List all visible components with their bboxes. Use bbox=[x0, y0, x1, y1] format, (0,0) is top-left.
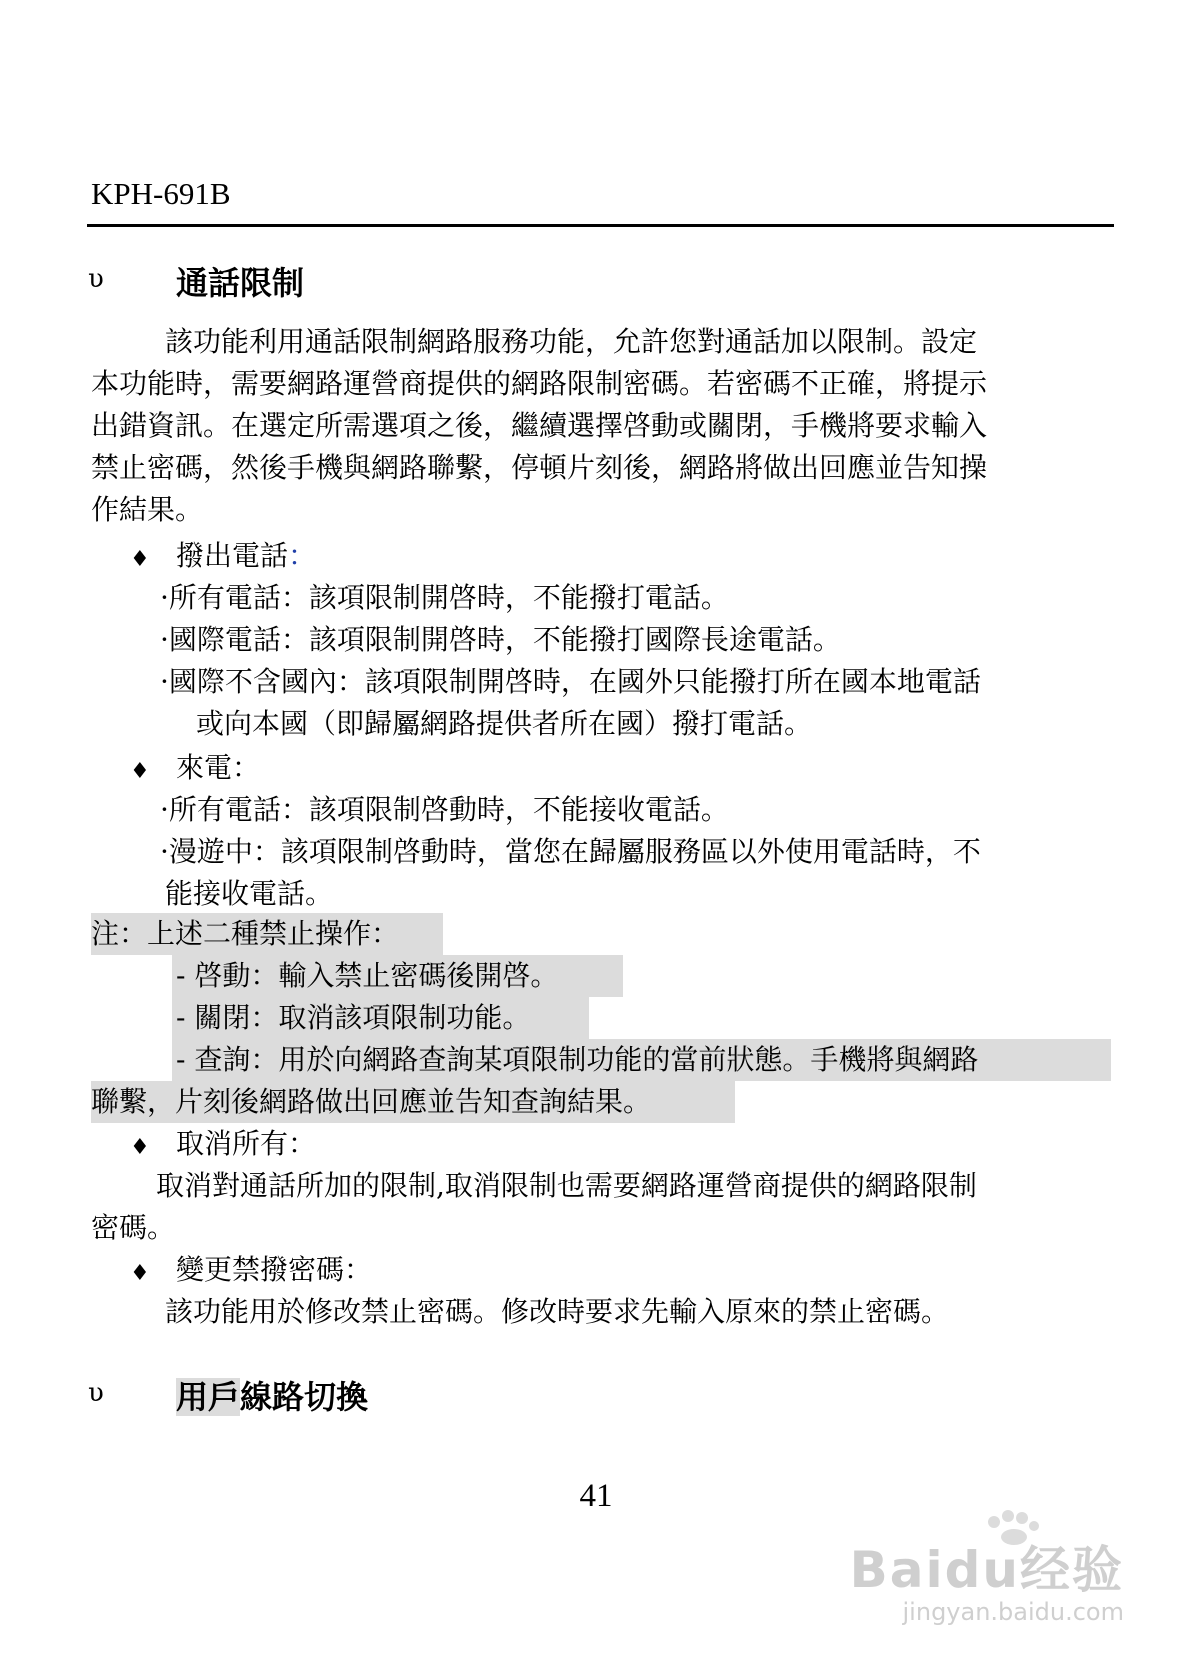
outgoing-item: ·所有電話：該項限制開啓時，不能撥打電話。 bbox=[160, 581, 729, 614]
outgoing-item: ·國際不含國內：該項限制開啓時，在國外只能撥打所在國本地電話 bbox=[160, 665, 981, 698]
cancel-all-line: 取消對通話所加的限制,取消限制也需要網路運營商提供的網路限制 bbox=[156, 1169, 977, 1202]
watermark-url: jingyan.baidu.com bbox=[902, 1598, 1124, 1626]
change-password-heading: 變更禁撥密碼： bbox=[176, 1253, 373, 1286]
section-marker: υ bbox=[88, 1378, 104, 1408]
incoming-item: ·所有電話：該項限制啓動時，不能接收電話。 bbox=[160, 793, 729, 826]
diamond-bullet-icon: ♦ bbox=[130, 759, 150, 784]
incoming-item: ·漫遊中：該項限制啓動時，當您在歸屬服務區以外使用電話時，不 bbox=[160, 835, 981, 868]
change-password-line: 該功能用於修改禁止密碼。修改時要求先輸入原來的禁止密碼。 bbox=[165, 1295, 950, 1328]
document-model-title: KPH-691B bbox=[91, 176, 231, 211]
intro-line: 本功能時，需要網路運營商提供的網路限制密碼。若密碼不正確，將提示 bbox=[91, 367, 988, 400]
outgoing-calls-heading bbox=[176, 535, 316, 577]
section-title-call-barring: 通話限制 bbox=[176, 264, 305, 302]
incoming-item-continued: 能接收電話。 bbox=[165, 877, 334, 910]
section-title-line-switch bbox=[176, 1372, 368, 1418]
note-title: 注：上述二種禁止操作： bbox=[91, 913, 443, 955]
outgoing-item: ·國際電話：該項限制開啓時，不能撥打國際長途電話。 bbox=[160, 623, 841, 656]
watermark bbox=[850, 1530, 1124, 1626]
section-marker: υ bbox=[88, 264, 104, 294]
watermark-logo: Baidu经验 bbox=[849, 1541, 1124, 1599]
page-number: 41 bbox=[579, 1478, 613, 1514]
outgoing-calls-label: 撥出電話 bbox=[176, 539, 289, 572]
header-divider bbox=[87, 224, 1114, 227]
intro-line: 作結果。 bbox=[91, 493, 204, 526]
outgoing-calls-colon: ： bbox=[288, 539, 317, 572]
diamond-bullet-icon: ♦ bbox=[130, 1135, 150, 1160]
intro-line: 出錯資訊。在選定所需選項之後，繼續選擇啓動或關閉，手機將要求輸入 bbox=[91, 409, 988, 442]
cancel-all-heading: 取消所有： bbox=[176, 1127, 317, 1160]
outgoing-item-continued: 或向本國（即歸屬網路提供者所在國）撥打電話。 bbox=[196, 707, 813, 740]
diamond-bullet-icon: ♦ bbox=[130, 1261, 150, 1286]
note-item: - 啓動：輸入禁止密碼後開啓。 bbox=[172, 955, 623, 997]
note-item-continued: 聯繫，片刻後網路做出回應並告知查詢結果。 bbox=[91, 1081, 735, 1123]
note-item: - 關閉：取消該項限制功能。 bbox=[172, 997, 589, 1039]
diamond-bullet-icon: ♦ bbox=[130, 547, 150, 572]
section-title-highlight: 用戶 bbox=[176, 1378, 241, 1416]
incoming-calls-heading: 來電： bbox=[176, 751, 261, 784]
intro-line: 禁止密碼，然後手機與網路聯繫，停頓片刻後，網路將做出回應並告知操 bbox=[91, 451, 988, 484]
section-title-rest: 線路切換 bbox=[240, 1378, 369, 1416]
note-item: - 查詢：用於向網路查詢某項限制功能的當前狀態。手機將與網路 bbox=[172, 1039, 1111, 1081]
intro-line: 該功能利用通話限制網路服務功能，允許您對通話加以限制。設定 bbox=[165, 325, 978, 358]
cancel-all-line: 密碼。 bbox=[91, 1211, 176, 1244]
